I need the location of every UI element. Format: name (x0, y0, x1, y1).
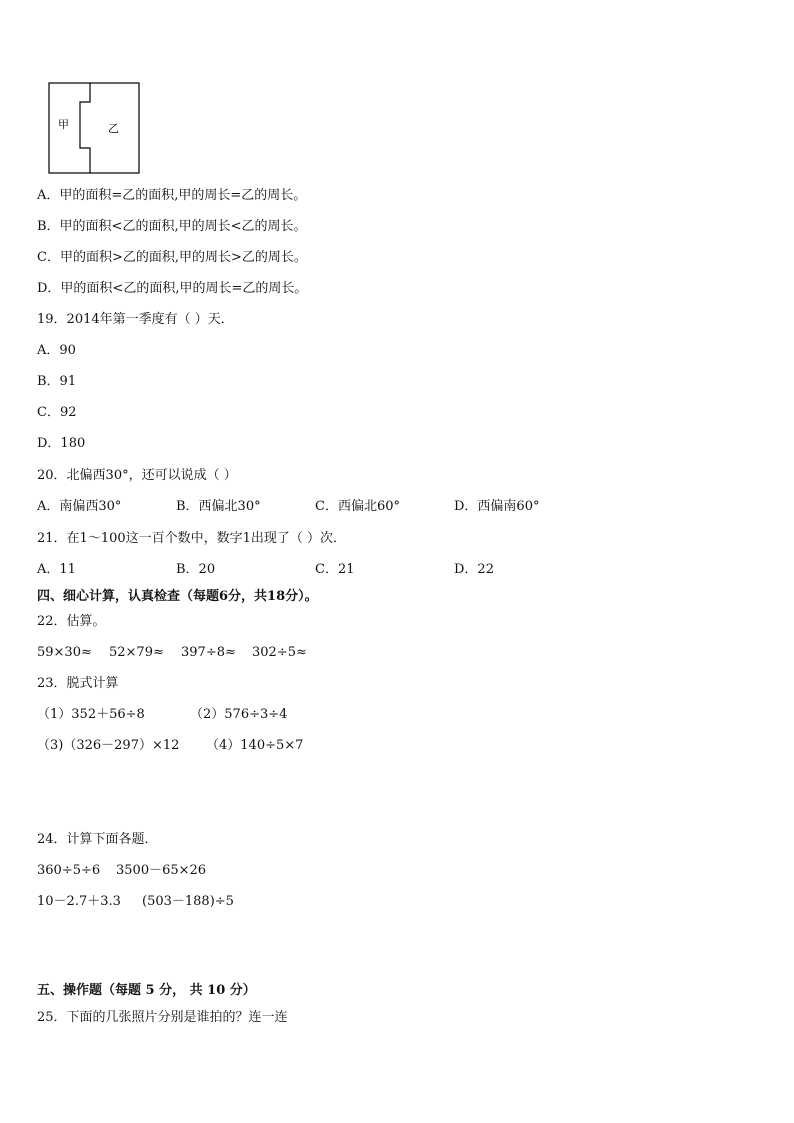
q22-item-2: 52×79≈ (109, 645, 164, 660)
q25-stem: 25．下面的几张照片分别是谁拍的？连一连 (37, 1010, 288, 1025)
section-5-heading: 五、操作题（每题 5 分， 共 10 分） (37, 983, 256, 998)
right-region-label: 乙 (108, 122, 119, 135)
q21-stem: 21．在1～100这一百个数中，数字1出现了（ ）次． (37, 531, 347, 546)
left-region-label: 甲 (58, 118, 69, 131)
q23-item-1: （1）352＋56÷8 (37, 707, 145, 722)
q22-item-3: 397÷8≈ (181, 645, 236, 660)
q21-option-a: A．11 (37, 562, 76, 577)
q19-stem: 19．2014年第一季度有（ ）天． (37, 312, 234, 327)
q21-option-b: B．20 (176, 562, 216, 577)
q24-item-1: 360÷5÷6 (37, 863, 101, 878)
q20-stem: 20．北偏西30°，还可以说成（ ） (37, 468, 237, 483)
q22-item-4: 302÷5≈ (252, 645, 307, 660)
q24-item-3: 10－2.7＋3.3 (37, 894, 121, 909)
q20-option-b: B．西偏北30° (176, 499, 261, 514)
q22-item-1: 59×30≈ (37, 645, 92, 660)
q18-option-d: D．甲的面积<乙的面积,甲的周长=乙的周长。 (37, 281, 308, 296)
q19-option-d: D．180 (37, 436, 86, 451)
q19-option-c: C．92 (37, 405, 77, 420)
section-4-heading: 四、细心计算，认真检查（每题6分，共18分）。 (37, 589, 318, 604)
q23-item-4: （4）140÷5×7 (206, 738, 304, 753)
q24-item-2: 3500－65×26 (116, 863, 207, 878)
q21-option-c: C．21 (315, 562, 355, 577)
q18-option-b: B．甲的面积<乙的面积,甲的周长<乙的周长。 (37, 219, 307, 234)
q18-option-c: C．甲的面积>乙的面积,甲的周长>乙的周长。 (37, 250, 307, 265)
q24-item-4: (503－188)÷5 (142, 894, 234, 909)
q23-stem: 23．脱式计算 (37, 676, 119, 691)
q19-option-a: A．90 (37, 343, 76, 358)
q18-option-a: A．甲的面积=乙的面积,甲的周长=乙的周长。 (37, 188, 307, 203)
shape-figure (48, 82, 140, 174)
q19-option-b: B．91 (37, 374, 77, 389)
q22-stem: 22．估算。 (37, 614, 106, 629)
q23-item-2: （2）576÷3÷4 (190, 707, 288, 722)
q20-option-d: D．西偏南60° (454, 499, 540, 514)
dividing-line (80, 83, 90, 173)
q20-option-c: C．西偏北60° (315, 499, 400, 514)
q20-option-a: A．南偏西30° (37, 499, 122, 514)
q21-option-d: D．22 (454, 562, 494, 577)
q23-item-3: （3)（326－297）×12 (37, 738, 180, 753)
q24-stem: 24．计算下面各题． (37, 832, 158, 847)
